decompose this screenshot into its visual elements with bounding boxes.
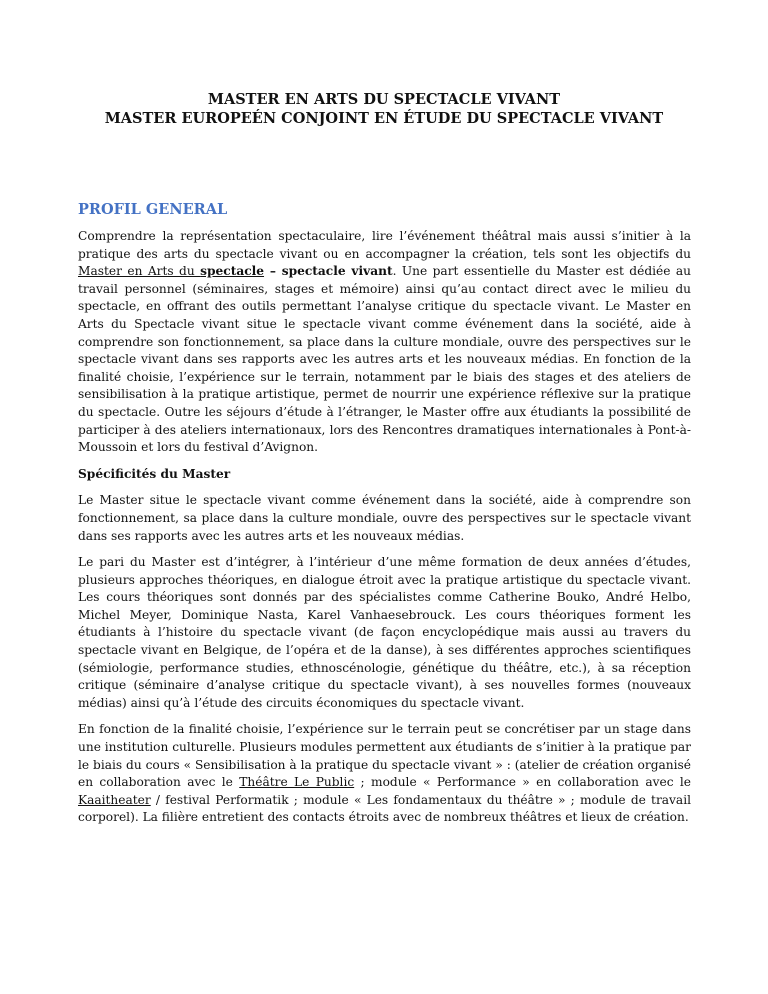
spectacle-underlined-bold: spectacle [200,264,265,279]
section-heading: PROFIL GENERAL [78,201,228,218]
intro-text-2: . Une part essentielle du Master est dédiée au travail personnel (séminaires, stages et mémoire) ainsi qu’au contact direct avec le milieu du spectacle, en offrant des outils permettant l’analyse critique du spectacle vivant. Le Master en Arts du Spectacle vivant situe le spectacle vivant comme événement dans la société, aide à comprendre son fonctionnement, sa place dans la culture mondiale, ouvre des perspectives sur le spectacle vivant dans ses rapports avec les autres arts et les nouveaux médias. En fonction de la finalité choisie, l’expérience sur le terrain, notamment par le biais des stages et des ateliers de sensibilisation à la pratique artistique, permet de nourrir une expérience réflexive sur la pratique du spectacle. Outre les séjours d’étude à l’étranger, le Master offre aux étudiants la possibilité de participer à des ateliers internationaux, lors des Rencontres dramatiques internationales à Pont-à-Moussoin et lors du festival d’Avignon. [78,264,691,455]
terrain-text-2: ; module « Performance » en collaboration avec le [354,775,692,790]
terrain-text-3: / festival Performatik ; module « Les fondamentaux du théâtre » ; module de travail corporel). La filière entretient des contacts étroits avec de nombreux théâtres et lieux de création. [78,792,691,825]
spectacle-vivant-bold: – spectacle vivant [264,264,393,279]
master-name-underlined: Master en Arts du [78,264,201,279]
link-theatre-le-public[interactable]: Théâtre Le Public [239,775,355,790]
subheading-specificites: Spécificités du Master [78,466,231,481]
terrain-text-1: En fonction de la finalité choisie, l’expérience sur le terrain peut se concrétiser par un stage dans une institution culturelle. Plusieurs modules permettent aux étudiants de s’initier à la pratique par le biais du cours « Sensibilisation à la pratique du spectacle vivant » : (atelier de création organisé en collaboration avec le [78,722,691,790]
title-line-2: MASTER EUROPEÉN CONJOINT EN ÉTUDE DU SPECTACLE VIVANT [104,110,664,127]
document-title [60,90,708,128]
paragraph-situation: Le Master situe le spectacle vivant comme événement dans la société, aide à comprendre son fonctionnement, sa place dans la culture mondiale, ouvre des perspectives sur le spectacle vivant dans ses rapports avec les autres arts et les nouveaux médias. [78,493,691,543]
paragraph-terrain [78,721,691,827]
document-body [78,228,691,836]
title-line-1: MASTER EN ARTS DU SPECTACLE VIVANT [207,91,561,108]
intro-text-1: Comprendre la représentation spectaculaire, lire l’événement théâtral mais aussi s’initier à la pratique des arts du spectacle vivant ou en accompagner la création, tels sont les objectifs du [78,229,691,261]
paragraph-pari: Le pari du Master est d’intégrer, à l’intérieur d’une même formation de deux années d’études, plusieurs approches théoriques, en dialogue étroit avec la pratique artistique du spectacle vivant. Les cours théoriques sont donnés par des spécialistes comme Catherine Bouko, André Helbo, Michel Meyer, Dominique Nasta, Karel Vanhaesebrouck. Les cours théoriques forment les étudiants à l’histoire du spectacle vivant (de façon encyclopédique mais aussi au travers du spectacle vivant en Belgique, de l’opéra et de la danse), à ses différentes approches scientifiques (sémiologie, performance studies, ethnoscénologie, génétique du théâtre, etc.), à sa réception critique (séminaire d’analyse critique du spectacle vivant), à ses nouvelles formes (nouveaux médias) ainsi qu’à l’étude des circuits économiques du spectacle vivant. [78,555,691,710]
link-kaaitheater[interactable]: Kaaitheater [78,792,151,807]
paragraph-intro [78,228,691,457]
